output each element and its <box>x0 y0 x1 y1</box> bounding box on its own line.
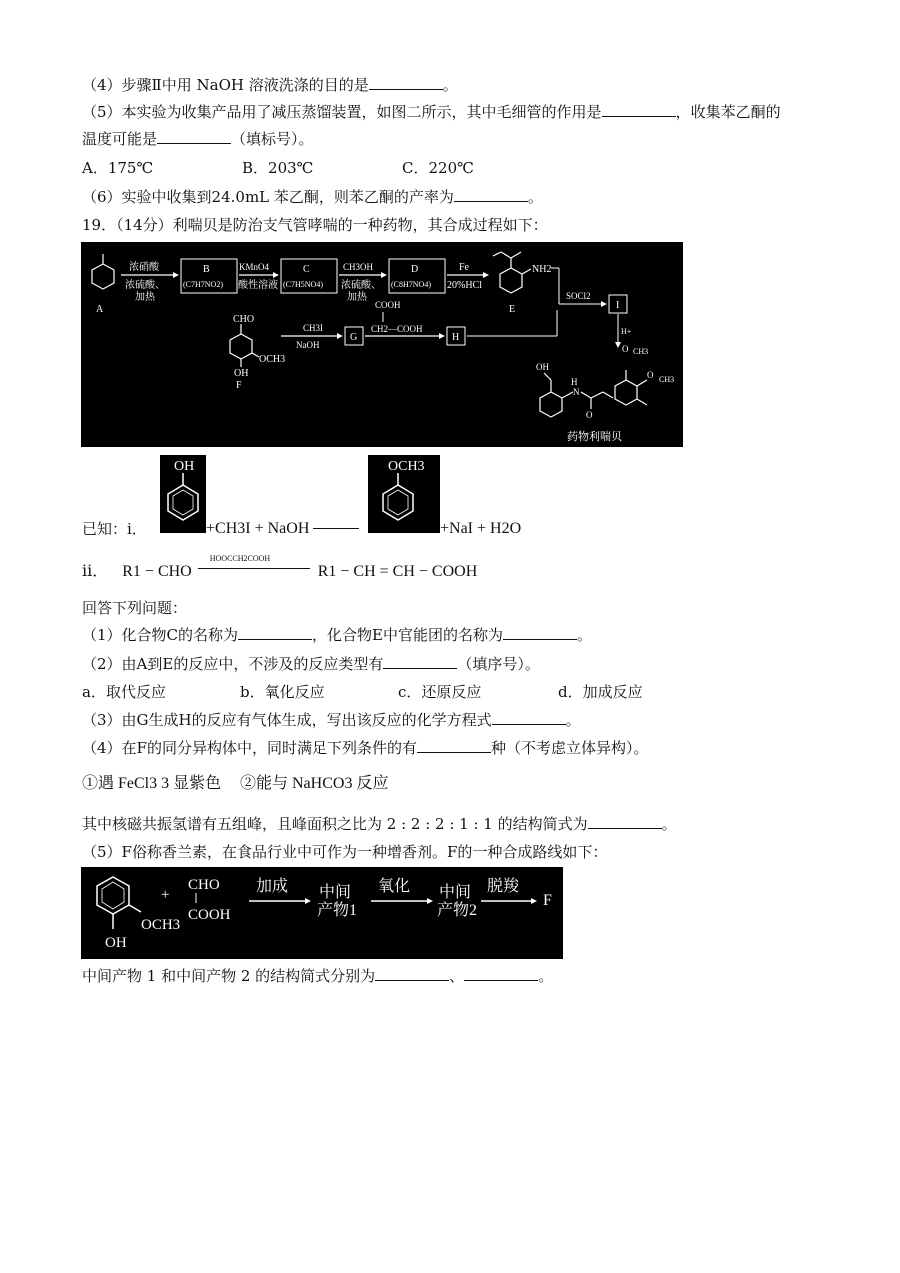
option-a[interactable]: a．取代反应 <box>82 683 166 701</box>
sub-question-2: （2）由A到E的反应中，不涉及的反应类型有 （填序号）。 <box>82 655 540 673</box>
label-c: C <box>303 264 310 275</box>
question-5-line-2 <box>82 128 314 150</box>
punct: 。 <box>442 76 458 94</box>
route-mid2-b: 产物2 <box>437 902 478 919</box>
label-b: B <box>203 264 210 275</box>
reagent-3-top: CH3OH <box>343 262 374 272</box>
answer-blank[interactable] <box>157 129 231 144</box>
reagent-4-bottom: 20%HCl <box>447 280 482 291</box>
option-b[interactable]: b．氧化反应 <box>240 683 325 701</box>
route-cooh: COOH <box>188 907 231 923</box>
cho-group: CHO <box>233 314 255 325</box>
reagent-4-top: Fe <box>459 262 469 273</box>
q5-text-d: （填标号）。 <box>231 130 314 148</box>
option-c[interactable]: C．220℃ <box>402 159 474 177</box>
punct: 。 <box>527 188 543 206</box>
option-c[interactable]: c．还原反应 <box>398 683 482 701</box>
phenol-svg <box>160 455 206 533</box>
q5-text-a: （5）本实验为收集产品用了减压蒸馏装置，如图二所示，其中毛细管的作用是 <box>82 103 602 121</box>
condition-1: ①遇 FeCl3 3 显紫色 <box>82 775 222 792</box>
oh-group: OH <box>234 368 249 379</box>
q5-text-c: 温度可能是 <box>82 130 158 148</box>
sub-question-4: （4）在F的同分异构体中，同时满足下列条件的有 种（不考虑立体异构）。 <box>82 739 649 757</box>
conditions-line <box>82 773 388 795</box>
label-f: F <box>236 380 242 391</box>
answer-blank[interactable] <box>238 625 312 640</box>
sub-question-1: （1）化合物C的名称为 ，化合物E中官能团的名称为 。 <box>82 626 592 644</box>
option-b[interactable]: B．203℃ <box>242 159 314 177</box>
known-ii-label: ⅱ． <box>82 563 109 580</box>
structure-product <box>540 370 647 417</box>
h-plus-reagent: H+ <box>621 327 632 336</box>
answer-blank[interactable] <box>375 966 449 981</box>
option-a[interactable]: A．175℃ <box>82 159 154 177</box>
socl2-reagent: SOCl2 <box>566 291 591 301</box>
phenol-image <box>160 455 206 533</box>
answer-blank[interactable] <box>503 625 577 640</box>
reagent-1-bottom-2: 加热 <box>135 292 155 303</box>
sub-question-3: （3）由G生成H的反应有气体生成，写出该反应的化学方程式 。 <box>82 711 581 729</box>
route-plus: + <box>161 887 170 903</box>
answer-blank[interactable] <box>369 75 443 90</box>
option-d[interactable]: d．加成反应 <box>558 683 643 701</box>
answer-blank[interactable] <box>492 710 566 725</box>
q2-options <box>82 681 643 703</box>
route-step-1: 加成 <box>256 878 289 895</box>
formula-d: (C8H7NO4) <box>391 280 431 289</box>
answer-blank[interactable] <box>417 738 491 753</box>
vanillin-route-image <box>81 867 563 959</box>
route-oh: OH <box>105 935 127 951</box>
label-i: I <box>616 300 620 311</box>
condition-2: ②能与 NaHCO3 反应 <box>240 775 389 792</box>
structure-e <box>493 252 531 293</box>
reagent-1-bottom-1: 浓硫酸、 <box>125 280 165 291</box>
route-step-3: 脱羧 <box>487 878 520 895</box>
product-label: 药物利喘贝 <box>567 431 622 443</box>
final-question-line: 中间产物 1 和中间产物 2 的结构简式分别为 、 。 <box>82 967 554 985</box>
answer-blank[interactable] <box>602 102 676 117</box>
answer-blank[interactable] <box>464 966 538 981</box>
known-i-end: +NaI + H2O <box>440 520 522 537</box>
route-mid2-a: 中间 <box>439 884 472 901</box>
known-label: 已知：ⅰ． <box>82 520 147 538</box>
formula-c: (C7H5NO4) <box>283 280 323 289</box>
och3-group: OCH3 <box>259 354 286 365</box>
reagent-1-top: 浓硝酸 <box>129 262 159 273</box>
label-e: E <box>509 304 516 315</box>
anisole-image <box>368 455 440 533</box>
known-ii-reagent: HOOCCH2COOH <box>209 554 271 563</box>
methoxy-ch3-1: CH3 <box>633 347 649 356</box>
sub-question-5: （5）F俗称香兰素，在食品行业中可作为一种增香剂。F的一种合成路线如下： <box>82 843 608 861</box>
question-4-line <box>82 74 458 96</box>
question-19-heading <box>82 214 548 236</box>
product-oh: OH <box>536 362 549 372</box>
known-ii-line <box>82 554 478 583</box>
reagent-5-bottom: NaOH <box>296 340 320 350</box>
q5-options <box>82 157 474 179</box>
nh2-group: NH2 <box>532 264 552 275</box>
malonic-top: COOH <box>375 300 401 310</box>
product-n: N <box>573 387 580 397</box>
anisole-svg <box>368 455 440 533</box>
label-g: G <box>350 332 358 343</box>
route-cho: CHO <box>188 877 220 893</box>
synthesis-scheme-svg <box>81 242 683 447</box>
reagent-2-top: KMnO4 <box>239 262 270 272</box>
known-ii-right: R1 − CH = CH − COOH <box>317 563 478 580</box>
route-end: F <box>543 892 552 909</box>
q4-text: （4）步骤Ⅱ中用 NaOH 溶液洗涤的目的是 <box>82 76 369 94</box>
structure-a <box>92 254 114 289</box>
structure-f <box>230 324 259 367</box>
route-step-2: 氧化 <box>378 878 411 895</box>
formula-b: (C7H7NO2) <box>183 280 223 289</box>
answer-heading: 回答下列问题： <box>82 599 188 617</box>
phenol-oh: OH <box>174 459 195 474</box>
route-mid1-a: 中间 <box>319 884 352 901</box>
anisole-och3: OCH3 <box>388 459 425 474</box>
methoxy-ch3-2: CH3 <box>659 375 675 384</box>
product-o: O <box>586 410 593 420</box>
reaction-arrow-i <box>313 528 359 529</box>
route-mid1-b: 产物1 <box>317 902 358 919</box>
label-h: H <box>452 332 460 343</box>
question-6-line <box>82 186 543 208</box>
product-h: H <box>571 377 578 387</box>
synthesis-scheme-image <box>81 242 683 447</box>
label-d: D <box>411 264 419 275</box>
known-ii-arrow <box>196 554 314 576</box>
reagent-3-bottom-1: 浓硫酸、 <box>341 280 381 291</box>
answer-blank[interactable] <box>383 654 457 669</box>
reagent-2-bottom: 酸性溶液 <box>238 280 278 291</box>
vanillin-route-svg <box>81 867 563 959</box>
reagent-3-bottom-2: 加热 <box>347 292 367 303</box>
route-och3: OCH3 <box>141 917 181 933</box>
known-ii-left: R1 − CHO <box>122 563 192 580</box>
methoxy-o-2: O <box>647 370 654 380</box>
methoxy-o-1: O <box>622 344 629 354</box>
nmr-line: 其中核磁共振氢谱有五组峰，且峰面积之比为 2 : 2 : 2 : 1 : 1 的结构简式为 。 <box>82 815 677 833</box>
q6-text: （6）实验中收集到24.0mL 苯乙酮，则苯乙酮的产率为 <box>82 188 454 206</box>
reagent-5-top: CH3I <box>303 323 323 333</box>
question-5-line <box>82 101 781 123</box>
q19-title: 19．（14分）利喘贝是防治支气管哮喘的一种药物，其合成过程如下： <box>82 216 548 234</box>
q5-text-b: ，收集苯乙酮的 <box>675 103 781 121</box>
answer-blank[interactable] <box>454 187 528 202</box>
answer-blank[interactable] <box>588 814 662 829</box>
malonic-bottom: CH2—COOH <box>371 324 423 334</box>
label-a: A <box>96 304 104 315</box>
known-i-mid: +CH3I + NaOH <box>206 518 359 540</box>
